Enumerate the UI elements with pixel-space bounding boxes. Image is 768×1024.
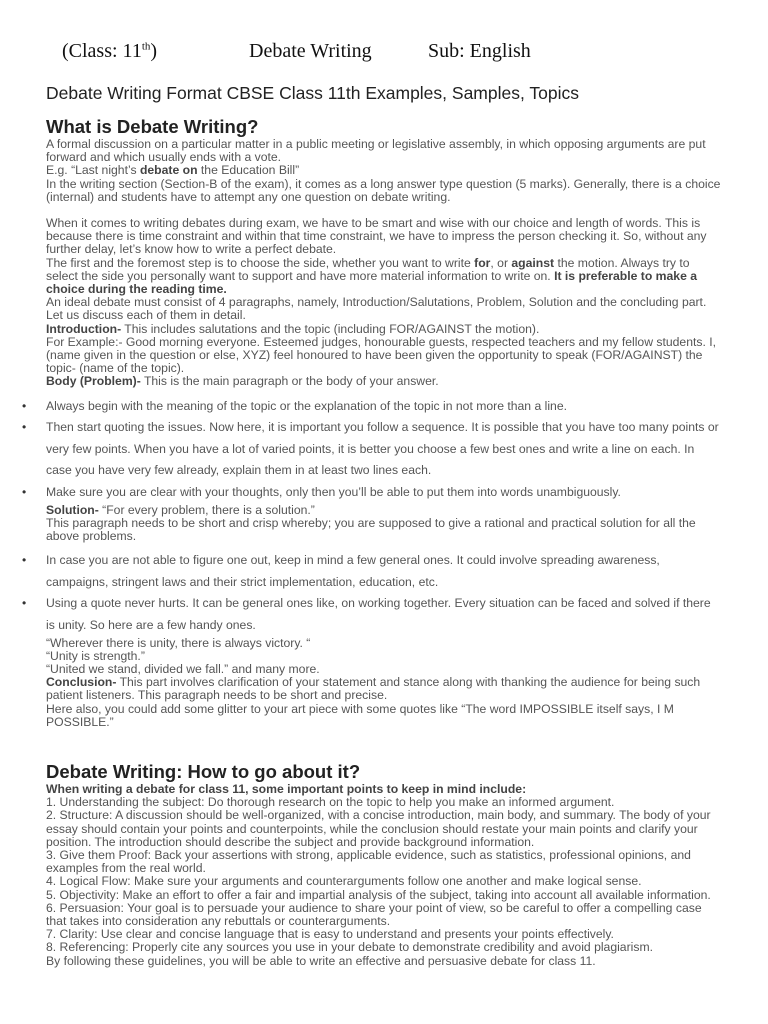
- list-item: • Using a quote never hurts. It can be general ones like, on working together. Every situation can be faced and solved if there is unity. So here are a few handy ones.: [46, 593, 722, 636]
- quote-line: “Wherever there is unity, there is always victory. “: [46, 635, 311, 650]
- solution-bullet-list: [46, 550, 722, 636]
- exam-section-paragraph: In the writing section (Section-B of the exam), it comes as a long answer type question (5 marks). Generally, there is a choice (internal) and students have to attempt any one question on debate writing.: [46, 176, 721, 204]
- guideline-item: 1. Understanding the subject: Do thorough research on the topic to help you make an informed argument.: [46, 795, 615, 810]
- document-title: Debate Writing Format CBSE Class 11th Examples, Samples, Topics: [46, 83, 579, 103]
- guideline-item: 3. Give them Proof: Back your assertions with strong, applicable evidence, such as statistics, professional opinions, and examples from the real world.: [46, 848, 691, 876]
- example-speech-paragraph: For Example:- Good morning everyone. Esteemed judges, honourable guests, respected teachers and my fellow students. I, (name given in the question or else, XYZ) feel honoured to have been given the opportunity to speak (FOR/AGAINST) the topic- (name of the topic).: [46, 334, 716, 376]
- class-label: (Class: 11th): [62, 40, 158, 62]
- exam-strategy-paragraph: When it comes to writing debates during exam, we have to be smart and wise with our choice and length of words. This is because there is time constraint and within that time constraint, we have to impress the person checking it. So, without any further delay, let’s know how to write a perfect debate.: [46, 216, 707, 257]
- choose-side-paragraph: The first and the foremost step is to choose the side, whether you want to write for, or against the motion. Always try to select the side you personally want to support and have more material information to write on. It is preferable to make a choice during the reading time.: [46, 255, 698, 297]
- guidelines-closing: By following these guidelines, you will be able to write an effective and persuasive debate for class 11.: [46, 953, 596, 968]
- solution-paragraph: This paragraph needs to be short and crisp whereby; you are supposed to give a rational and practical solution for all the above problems.: [46, 515, 696, 544]
- document-body: [46, 82, 722, 968]
- introduction-paragraph: Introduction- This includes salutations and the topic (including FOR/AGAINST the motion).: [46, 321, 540, 336]
- quote-line: “United we stand, divided we fall.” and many more.: [46, 662, 320, 677]
- list-item: • Make sure you are clear with your thoughts, only then you’ll be able to put them into words unambiguously.: [46, 482, 722, 504]
- section-heading-how-to: Debate Writing: How to go about it?: [46, 761, 361, 783]
- definition-paragraph: A formal discussion on a particular matter in a public meeting or legislative assembly, in which opposing arguments are put forward and which usually ends with a vote.: [46, 137, 706, 165]
- section-heading-what-is: What is Debate Writing?: [46, 116, 259, 137]
- body-bullet-list: [46, 396, 722, 504]
- solution-heading-line: Solution- “For every problem, there is a solution.”: [46, 502, 315, 517]
- guideline-item: 8. Referencing: Properly cite any sources you use in your debate to demonstrate credibility and avoid plagiarism.: [46, 940, 653, 955]
- guideline-item: 5. Objectivity: Make an effort to offer a fair and impartial analysis of the subject, taking into account all available information.: [46, 887, 711, 902]
- quote-line: “Unity is strength.”: [46, 648, 145, 663]
- example-line: E.g. “Last night’s debate on the Education Bill”: [46, 163, 300, 178]
- guideline-item: 2. Structure: A discussion should be well-organized, with a concise introduction, main body, and summary. The body of your essay should contain your points and counterpoints, while the conclusion should restate your main points and clarify your position. The introduction should describe the subject and provide background information.: [46, 808, 711, 849]
- body-paragraph: Body (Problem)- This is the main paragraph or the body of your answer.: [46, 374, 439, 389]
- list-item: • In case you are not able to figure one out, keep in mind a few general ones. It could involve spreading awareness, campaigns, stringent laws and their strict implementation, education, etc.: [46, 550, 722, 593]
- subject-label: Sub: English: [428, 40, 531, 62]
- header-title: Debate Writing: [249, 40, 372, 62]
- conclusion-paragraph: Conclusion- This part involves clarification of your statement and stance along with thanking the audience for being such patient listeners. This paragraph needs to be short and precise.: [46, 675, 701, 703]
- class-superscript: th: [141, 40, 151, 53]
- closing-paragraph: Here also, you could add some glitter to your art piece with some quotes like “The word IMPOSSIBLE itself says, I M POSSIBLE.”: [46, 701, 674, 729]
- guidelines-lead: When writing a debate for class 11, some important points to keep in mind include:: [46, 782, 527, 797]
- list-item: • Always begin with the meaning of the topic or the explanation of the topic in not more than a line.: [46, 396, 722, 418]
- guideline-item: 6. Persuasion: Your goal is to persuade your audience to share your point of view, so be careful to offer a compelling case that takes into consideration any rebuttals or counterarguments.: [46, 900, 702, 929]
- structure-paragraph: An ideal debate must consist of 4 paragraphs, namely, Introduction/Salutations, Problem, Solution and the concluding part. Let us discuss each of them in detail.: [46, 295, 707, 323]
- guideline-item: 7. Clarity: Use clear and concise language that is easy to understand and presents your points effectively.: [46, 927, 614, 942]
- list-item: • Then start quoting the issues. Now here, it is important you follow a sequence. It is possible that you have too many points or very few points. When you have a lot of varied points, it is better you choose a few best ones and write a line on each. In case you have very few already, explain them in at least two lines each.: [46, 417, 722, 482]
- guideline-item: 4. Logical Flow: Make sure your arguments and counterarguments follow one another and make logical sense.: [46, 874, 642, 889]
